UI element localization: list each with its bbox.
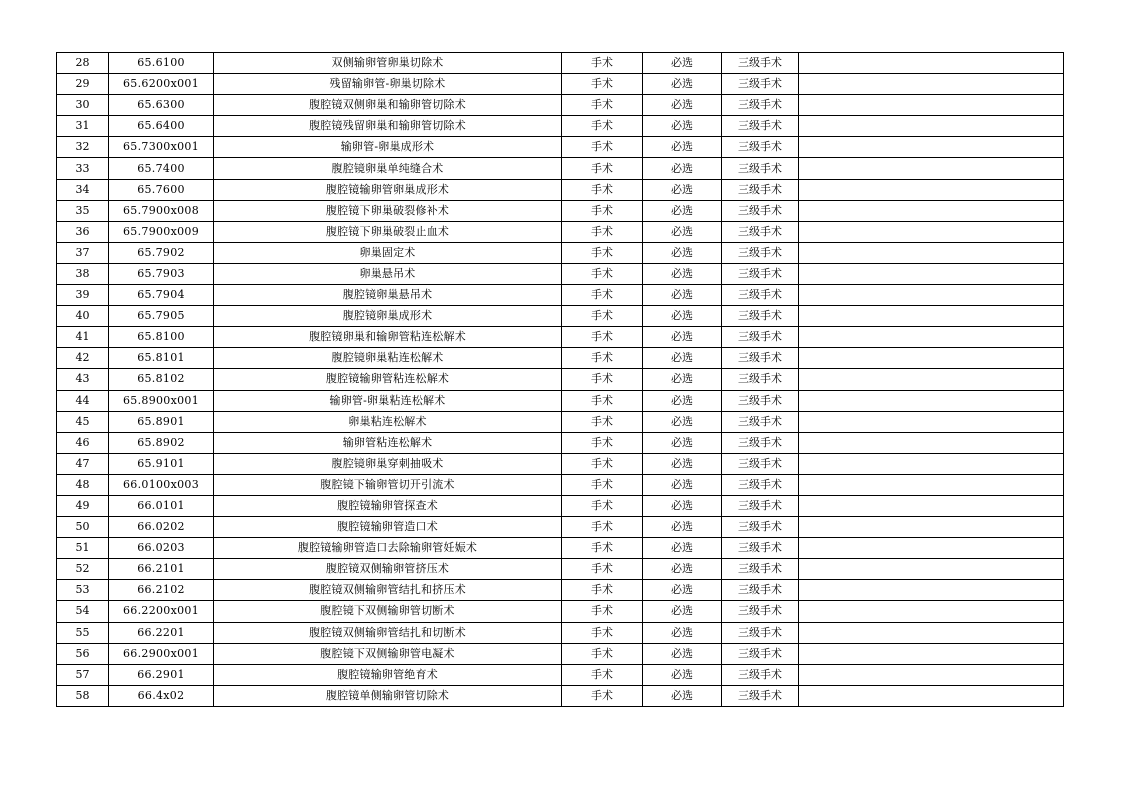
category-cell: 手术 — [562, 685, 643, 706]
surgery-level-cell: 三级手术 — [722, 137, 799, 158]
procedure-name-cell: 腹腔镜卵巢粘连松解术 — [214, 348, 562, 369]
procedure-code-cell: 66.0100x003 — [109, 474, 214, 495]
required-cell: 必选 — [643, 137, 722, 158]
category-cell: 手术 — [562, 432, 643, 453]
required-cell: 必选 — [643, 643, 722, 664]
note-cell — [799, 643, 1064, 664]
surgery-level-cell: 三级手术 — [722, 306, 799, 327]
row-number-cell: 32 — [57, 137, 109, 158]
required-cell: 必选 — [643, 411, 722, 432]
row-number-cell: 58 — [57, 685, 109, 706]
procedure-name-cell: 卵巢悬吊术 — [214, 263, 562, 284]
procedure-name-cell: 双侧输卵管卵巢切除术 — [214, 53, 562, 74]
category-cell: 手术 — [562, 285, 643, 306]
surgery-level-cell: 三级手术 — [722, 158, 799, 179]
row-number-cell: 51 — [57, 538, 109, 559]
note-cell — [799, 580, 1064, 601]
row-number-cell: 30 — [57, 95, 109, 116]
procedure-code-cell: 66.2201 — [109, 622, 214, 643]
table-row — [57, 306, 1064, 327]
category-cell: 手术 — [562, 495, 643, 516]
surgery-level-cell: 三级手术 — [722, 285, 799, 306]
procedure-name-cell: 腹腔镜输卵管探查术 — [214, 495, 562, 516]
required-cell: 必选 — [643, 622, 722, 643]
category-cell: 手术 — [562, 74, 643, 95]
category-cell: 手术 — [562, 538, 643, 559]
row-number-cell: 28 — [57, 53, 109, 74]
table-row — [57, 685, 1064, 706]
note-cell — [799, 622, 1064, 643]
table-body — [57, 53, 1064, 707]
surgery-level-cell: 三级手术 — [722, 622, 799, 643]
procedure-code-cell: 65.8101 — [109, 348, 214, 369]
required-cell: 必选 — [643, 664, 722, 685]
required-cell: 必选 — [643, 116, 722, 137]
row-number-cell: 48 — [57, 474, 109, 495]
table-row — [57, 285, 1064, 306]
procedure-name-cell: 腹腔镜卵巢穿刺抽吸术 — [214, 453, 562, 474]
category-cell: 手术 — [562, 517, 643, 538]
category-cell: 手术 — [562, 200, 643, 221]
required-cell: 必选 — [643, 200, 722, 221]
procedure-code-cell: 65.7900x008 — [109, 200, 214, 221]
table-row — [57, 369, 1064, 390]
required-cell: 必选 — [643, 538, 722, 559]
category-cell: 手术 — [562, 348, 643, 369]
procedure-code-cell: 65.8900x001 — [109, 390, 214, 411]
surgery-level-cell: 三级手术 — [722, 453, 799, 474]
surgery-level-cell: 三级手术 — [722, 327, 799, 348]
surgery-level-cell: 三级手术 — [722, 432, 799, 453]
row-number-cell: 45 — [57, 411, 109, 432]
note-cell — [799, 559, 1064, 580]
note-cell — [799, 327, 1064, 348]
table-row — [57, 242, 1064, 263]
note-cell — [799, 538, 1064, 559]
row-number-cell: 42 — [57, 348, 109, 369]
surgery-level-cell: 三级手术 — [722, 53, 799, 74]
table-row — [57, 179, 1064, 200]
procedure-name-cell: 腹腔镜输卵管绝育术 — [214, 664, 562, 685]
row-number-cell: 35 — [57, 200, 109, 221]
procedure-code-cell: 65.7904 — [109, 285, 214, 306]
procedure-code-cell: 66.2901 — [109, 664, 214, 685]
procedure-code-cell: 66.4x02 — [109, 685, 214, 706]
note-cell — [799, 53, 1064, 74]
surgery-level-cell: 三级手术 — [722, 474, 799, 495]
table-row — [57, 327, 1064, 348]
required-cell: 必选 — [643, 179, 722, 200]
procedure-code-cell: 65.7600 — [109, 179, 214, 200]
row-number-cell: 56 — [57, 643, 109, 664]
required-cell: 必选 — [643, 517, 722, 538]
note-cell — [799, 74, 1064, 95]
table-row — [57, 95, 1064, 116]
procedure-code-cell: 65.8100 — [109, 327, 214, 348]
surgery-level-cell: 三级手术 — [722, 411, 799, 432]
table-row — [57, 474, 1064, 495]
row-number-cell: 39 — [57, 285, 109, 306]
note-cell — [799, 685, 1064, 706]
procedure-name-cell: 输卵管-卵巢粘连松解术 — [214, 390, 562, 411]
required-cell: 必选 — [643, 580, 722, 601]
procedure-code-cell: 66.2101 — [109, 559, 214, 580]
note-cell — [799, 137, 1064, 158]
procedure-name-cell: 腹腔镜残留卵巢和输卵管切除术 — [214, 116, 562, 137]
category-cell: 手术 — [562, 411, 643, 432]
row-number-cell: 43 — [57, 369, 109, 390]
table-row — [57, 137, 1064, 158]
table-row — [57, 411, 1064, 432]
procedure-code-cell: 65.7902 — [109, 242, 214, 263]
table-row — [57, 221, 1064, 242]
category-cell: 手术 — [562, 643, 643, 664]
procedure-code-cell: 65.7903 — [109, 263, 214, 284]
procedure-code-cell: 65.8902 — [109, 432, 214, 453]
procedure-code-cell: 66.2900x001 — [109, 643, 214, 664]
note-cell — [799, 285, 1064, 306]
row-number-cell: 29 — [57, 74, 109, 95]
note-cell — [799, 348, 1064, 369]
row-number-cell: 54 — [57, 601, 109, 622]
row-number-cell: 33 — [57, 158, 109, 179]
procedure-name-cell: 腹腔镜下双侧输卵管切断术 — [214, 601, 562, 622]
row-number-cell: 52 — [57, 559, 109, 580]
row-number-cell: 34 — [57, 179, 109, 200]
row-number-cell: 40 — [57, 306, 109, 327]
category-cell: 手术 — [562, 622, 643, 643]
procedure-code-cell: 65.8102 — [109, 369, 214, 390]
procedure-code-cell: 65.6100 — [109, 53, 214, 74]
row-number-cell: 38 — [57, 263, 109, 284]
table-row — [57, 559, 1064, 580]
category-cell: 手术 — [562, 453, 643, 474]
procedure-code-cell: 65.7400 — [109, 158, 214, 179]
table-row — [57, 74, 1064, 95]
note-cell — [799, 474, 1064, 495]
note-cell — [799, 263, 1064, 284]
row-number-cell: 31 — [57, 116, 109, 137]
required-cell: 必选 — [643, 158, 722, 179]
category-cell: 手术 — [562, 306, 643, 327]
note-cell — [799, 517, 1064, 538]
category-cell: 手术 — [562, 327, 643, 348]
table-row — [57, 643, 1064, 664]
surgery-level-cell: 三级手术 — [722, 664, 799, 685]
table-row — [57, 622, 1064, 643]
category-cell: 手术 — [562, 390, 643, 411]
table-row — [57, 348, 1064, 369]
procedure-code-cell: 66.2200x001 — [109, 601, 214, 622]
procedure-code-cell: 65.9101 — [109, 453, 214, 474]
category-cell: 手术 — [562, 158, 643, 179]
row-number-cell: 37 — [57, 242, 109, 263]
note-cell — [799, 200, 1064, 221]
procedure-code-cell: 66.0101 — [109, 495, 214, 516]
required-cell: 必选 — [643, 453, 722, 474]
row-number-cell: 57 — [57, 664, 109, 685]
required-cell: 必选 — [643, 369, 722, 390]
required-cell: 必选 — [643, 95, 722, 116]
category-cell: 手术 — [562, 179, 643, 200]
row-number-cell: 50 — [57, 517, 109, 538]
surgery-level-cell: 三级手术 — [722, 559, 799, 580]
procedure-name-cell: 腹腔镜下双侧输卵管电凝术 — [214, 643, 562, 664]
table-row — [57, 601, 1064, 622]
required-cell: 必选 — [643, 53, 722, 74]
table-row — [57, 200, 1064, 221]
required-cell: 必选 — [643, 263, 722, 284]
required-cell: 必选 — [643, 74, 722, 95]
table-row — [57, 580, 1064, 601]
category-cell: 手术 — [562, 559, 643, 580]
surgery-level-cell: 三级手术 — [722, 116, 799, 137]
procedure-code-cell: 65.6300 — [109, 95, 214, 116]
procedure-name-cell: 腹腔镜下卵巢破裂止血术 — [214, 221, 562, 242]
required-cell: 必选 — [643, 495, 722, 516]
note-cell — [799, 601, 1064, 622]
note-cell — [799, 390, 1064, 411]
procedure-code-cell: 65.8901 — [109, 411, 214, 432]
procedure-name-cell: 腹腔镜卵巢和输卵管粘连松解术 — [214, 327, 562, 348]
row-number-cell: 53 — [57, 580, 109, 601]
surgery-level-cell: 三级手术 — [722, 580, 799, 601]
procedure-code-cell: 66.2102 — [109, 580, 214, 601]
surgery-level-cell: 三级手术 — [722, 517, 799, 538]
surgery-level-cell: 三级手术 — [722, 263, 799, 284]
surgery-level-cell: 三级手术 — [722, 74, 799, 95]
note-cell — [799, 306, 1064, 327]
procedure-code-cell: 65.6400 — [109, 116, 214, 137]
procedure-name-cell: 卵巢固定术 — [214, 242, 562, 263]
procedure-name-cell: 腹腔镜双侧输卵管结扎和切断术 — [214, 622, 562, 643]
category-cell: 手术 — [562, 263, 643, 284]
required-cell: 必选 — [643, 432, 722, 453]
surgery-level-cell: 三级手术 — [722, 685, 799, 706]
surgery-level-cell: 三级手术 — [722, 369, 799, 390]
procedure-name-cell: 腹腔镜单侧输卵管切除术 — [214, 685, 562, 706]
procedure-name-cell: 腹腔镜卵巢成形术 — [214, 306, 562, 327]
table-row — [57, 538, 1064, 559]
row-number-cell: 49 — [57, 495, 109, 516]
table-row — [57, 116, 1064, 137]
required-cell: 必选 — [643, 306, 722, 327]
surgery-level-cell: 三级手术 — [722, 95, 799, 116]
table-row — [57, 517, 1064, 538]
note-cell — [799, 664, 1064, 685]
procedure-name-cell: 腹腔镜下输卵管切开引流术 — [214, 474, 562, 495]
surgery-level-cell: 三级手术 — [722, 643, 799, 664]
procedure-name-cell: 残留输卵管-卵巢切除术 — [214, 74, 562, 95]
procedure-name-cell: 输卵管-卵巢成形术 — [214, 137, 562, 158]
table-row — [57, 453, 1064, 474]
required-cell: 必选 — [643, 685, 722, 706]
note-cell — [799, 495, 1064, 516]
category-cell: 手术 — [562, 580, 643, 601]
note-cell — [799, 369, 1064, 390]
required-cell: 必选 — [643, 221, 722, 242]
category-cell: 手术 — [562, 137, 643, 158]
category-cell: 手术 — [562, 369, 643, 390]
row-number-cell: 36 — [57, 221, 109, 242]
surgery-level-cell: 三级手术 — [722, 221, 799, 242]
row-number-cell: 46 — [57, 432, 109, 453]
procedure-name-cell: 腹腔镜双侧卵巢和输卵管切除术 — [214, 95, 562, 116]
table-row — [57, 664, 1064, 685]
category-cell: 手术 — [562, 474, 643, 495]
category-cell: 手术 — [562, 116, 643, 137]
required-cell: 必选 — [643, 559, 722, 580]
procedure-name-cell: 输卵管粘连松解术 — [214, 432, 562, 453]
note-cell — [799, 95, 1064, 116]
surgery-level-cell: 三级手术 — [722, 179, 799, 200]
note-cell — [799, 158, 1064, 179]
procedure-table — [56, 52, 1064, 707]
surgery-level-cell: 三级手术 — [722, 390, 799, 411]
row-number-cell: 55 — [57, 622, 109, 643]
required-cell: 必选 — [643, 390, 722, 411]
required-cell: 必选 — [643, 285, 722, 306]
category-cell: 手术 — [562, 53, 643, 74]
note-cell — [799, 242, 1064, 263]
category-cell: 手术 — [562, 601, 643, 622]
surgery-level-cell: 三级手术 — [722, 242, 799, 263]
procedure-name-cell: 卵巢粘连松解术 — [214, 411, 562, 432]
required-cell: 必选 — [643, 348, 722, 369]
category-cell: 手术 — [562, 664, 643, 685]
table-row — [57, 53, 1064, 74]
required-cell: 必选 — [643, 242, 722, 263]
category-cell: 手术 — [562, 242, 643, 263]
procedure-code-cell: 65.7905 — [109, 306, 214, 327]
procedure-name-cell: 腹腔镜下卵巢破裂修补术 — [214, 200, 562, 221]
procedure-name-cell: 腹腔镜输卵管造口去除输卵管妊娠术 — [214, 538, 562, 559]
procedure-code-cell: 65.7900x009 — [109, 221, 214, 242]
note-cell — [799, 453, 1064, 474]
procedure-code-cell: 66.0202 — [109, 517, 214, 538]
row-number-cell: 41 — [57, 327, 109, 348]
procedure-name-cell: 腹腔镜双侧输卵管挤压术 — [214, 559, 562, 580]
procedure-name-cell: 腹腔镜输卵管粘连松解术 — [214, 369, 562, 390]
surgery-level-cell: 三级手术 — [722, 495, 799, 516]
table-row — [57, 263, 1064, 284]
surgery-level-cell: 三级手术 — [722, 538, 799, 559]
procedure-name-cell: 腹腔镜输卵管卵巢成形术 — [214, 179, 562, 200]
table-row — [57, 495, 1064, 516]
note-cell — [799, 221, 1064, 242]
procedure-name-cell: 腹腔镜卵巢单纯缝合术 — [214, 158, 562, 179]
table-row — [57, 158, 1064, 179]
surgery-level-cell: 三级手术 — [722, 348, 799, 369]
table-row — [57, 432, 1064, 453]
procedure-code-cell: 65.7300x001 — [109, 137, 214, 158]
required-cell: 必选 — [643, 474, 722, 495]
surgery-level-cell: 三级手术 — [722, 200, 799, 221]
table-row — [57, 390, 1064, 411]
note-cell — [799, 432, 1064, 453]
note-cell — [799, 116, 1064, 137]
procedure-name-cell: 腹腔镜输卵管造口术 — [214, 517, 562, 538]
required-cell: 必选 — [643, 327, 722, 348]
note-cell — [799, 411, 1064, 432]
category-cell: 手术 — [562, 95, 643, 116]
category-cell: 手术 — [562, 221, 643, 242]
procedure-name-cell: 腹腔镜卵巢悬吊术 — [214, 285, 562, 306]
surgery-level-cell: 三级手术 — [722, 601, 799, 622]
procedure-code-cell: 65.6200x001 — [109, 74, 214, 95]
row-number-cell: 44 — [57, 390, 109, 411]
procedure-code-cell: 66.0203 — [109, 538, 214, 559]
note-cell — [799, 179, 1064, 200]
procedure-name-cell: 腹腔镜双侧输卵管结扎和挤压术 — [214, 580, 562, 601]
row-number-cell: 47 — [57, 453, 109, 474]
required-cell: 必选 — [643, 601, 722, 622]
